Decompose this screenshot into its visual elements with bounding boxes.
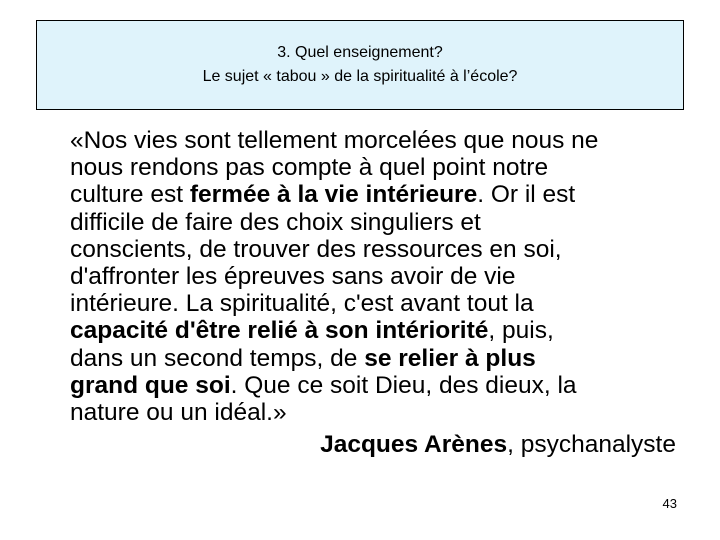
quote-text-segment: culture est	[70, 181, 190, 209]
quote-emphasis: grand que soi	[70, 371, 231, 399]
quote-line	[70, 209, 690, 236]
quote-line	[70, 372, 690, 399]
quote-line	[70, 345, 690, 372]
quote-text-segment: , puis,	[488, 317, 554, 345]
slide-title: 3. Quel enseignement?	[277, 44, 443, 61]
slide-subtitle: Le sujet « tabou » de la spiritualité à l’école?	[202, 68, 518, 85]
quote-text-segment: nous rendons pas compte à quel point notre	[70, 154, 549, 182]
quote-text-segment: . Que ce soit Dieu, des dieux, la	[230, 371, 577, 399]
quote-attribution	[320, 430, 676, 460]
quote-text-segment: intérieure. La spiritualité, c'est avant tout la	[70, 290, 534, 318]
quote-text-segment: difficile de faire des choix singuliers et	[70, 208, 481, 236]
quote-line	[70, 181, 690, 208]
author-name: Jacques Arènes	[320, 431, 508, 458]
quote-line	[70, 263, 690, 290]
quote-line	[70, 154, 690, 181]
quote-text-segment: conscients, de trouver des ressources en soi,	[70, 235, 562, 263]
quote-text-segment: d'affronter les épreuves sans avoir de vie	[70, 263, 516, 291]
slide-title-box	[36, 20, 684, 110]
quote-text-segment: . Or il est	[477, 181, 576, 209]
quote-text-segment: «Nos vies sont tellement morcelées que nous ne	[70, 127, 599, 154]
quote-text-segment: nature ou un idéal.»	[70, 399, 287, 427]
quote-text-segment: dans un second temps, de	[70, 344, 365, 372]
quote-line	[70, 317, 690, 344]
quote-line	[70, 290, 690, 317]
quote-emphasis: se relier à plus	[364, 344, 536, 372]
page-number: 43	[662, 496, 677, 511]
quote-emphasis: fermée à la vie intérieure	[189, 181, 478, 209]
quote-line	[70, 399, 690, 426]
quote-line	[70, 236, 690, 263]
quote-text	[70, 127, 690, 426]
quote-line	[70, 127, 690, 154]
author-role: , psychanalyste	[507, 431, 676, 458]
quote-emphasis: capacité d'être relié à son intériorité	[70, 317, 489, 345]
